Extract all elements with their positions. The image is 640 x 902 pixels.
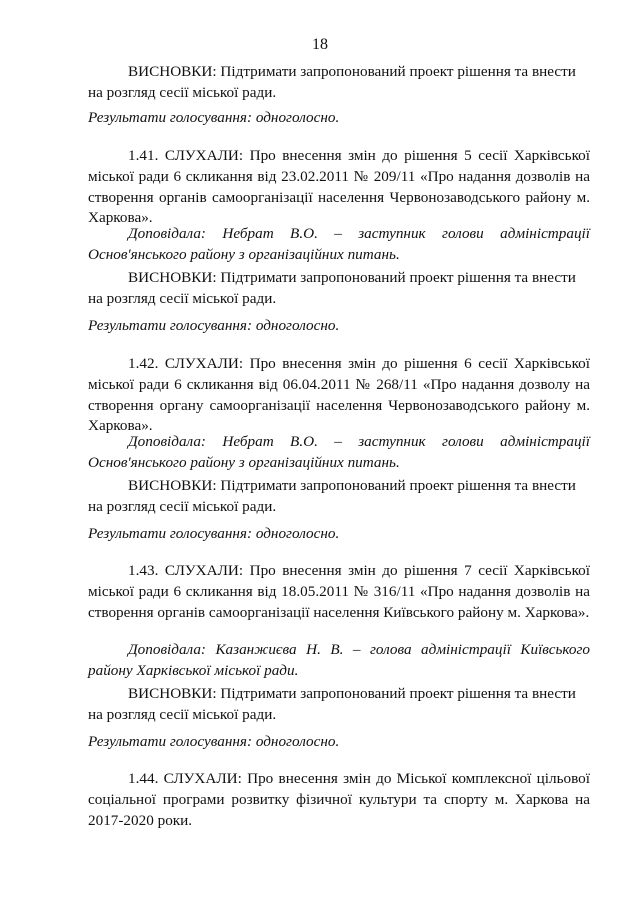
speaker-paragraph: Доповідала: Небрат В.О. – заступник голови адміністрації Основ'янського району з організаційних питань. xyxy=(88,225,590,263)
voting-result: Результати голосування: одноголосно. xyxy=(88,109,340,126)
agenda-item-1-42: 1.42. СЛУХАЛИ: Про внесення змін до рішення 6 сесії Харківської міської ради 6 скликання від 06.04.2011 № 268/11 «Про надання дозволу на створення органу самоорганізації населення Червонозаводського району м. Харкова». xyxy=(88,355,590,435)
voting-result: Результати голосування: одноголосно. xyxy=(88,525,340,542)
conclusion-paragraph: ВИСНОВКИ: Підтримати запропонований проект рішення та внести на розгляд сесії міської ради. xyxy=(88,269,576,307)
speaker-paragraph: Доповідала: Казанжиєва Н. В. – голова адміністрації Київського району Харківської міської ради. xyxy=(88,641,590,679)
voting-result: Результати голосування: одноголосно. xyxy=(88,317,340,334)
agenda-item-1-41: 1.41. СЛУХАЛИ: Про внесення змін до рішення 5 сесії Харківської міської ради 6 скликання від 23.02.2011 № 209/11 «Про надання дозволів на створення органів самоорганізації населення Червонозаводського району м. Харкова». xyxy=(88,147,590,227)
conclusion-paragraph: ВИСНОВКИ: Підтримати запропонований проект рішення та внести на розгляд сесії міської ради. xyxy=(88,685,576,723)
conclusion-paragraph: ВИСНОВКИ: Підтримати запропонований проект рішення та внести на розгляд сесії міської ради. xyxy=(88,477,576,515)
page-number: 18 xyxy=(312,36,328,53)
voting-result: Результати голосування: одноголосно. xyxy=(88,733,340,750)
agenda-item-1-43: 1.43. СЛУХАЛИ: Про внесення змін до рішення 7 сесії Харківської міської ради 6 скликання від 18.05.2011 № 316/11 «Про надання дозволів на створення органів самоорганізації населення Київського району м. Харкова». xyxy=(88,562,590,621)
agenda-item-1-44: 1.44. СЛУХАЛИ: Про внесення змін до Міської комплексної цільової соціальної програми розвитку фізичної культури та спорту м. Харкова на 2017-2020 роки. xyxy=(88,770,590,829)
speaker-paragraph: Доповідала: Небрат В.О. – заступник голови адміністрації Основ'янського району з організаційних питань. xyxy=(88,433,590,471)
conclusion-paragraph: ВИСНОВКИ: Підтримати запропонований проект рішення та внести на розгляд сесії міської ради. xyxy=(88,63,576,101)
